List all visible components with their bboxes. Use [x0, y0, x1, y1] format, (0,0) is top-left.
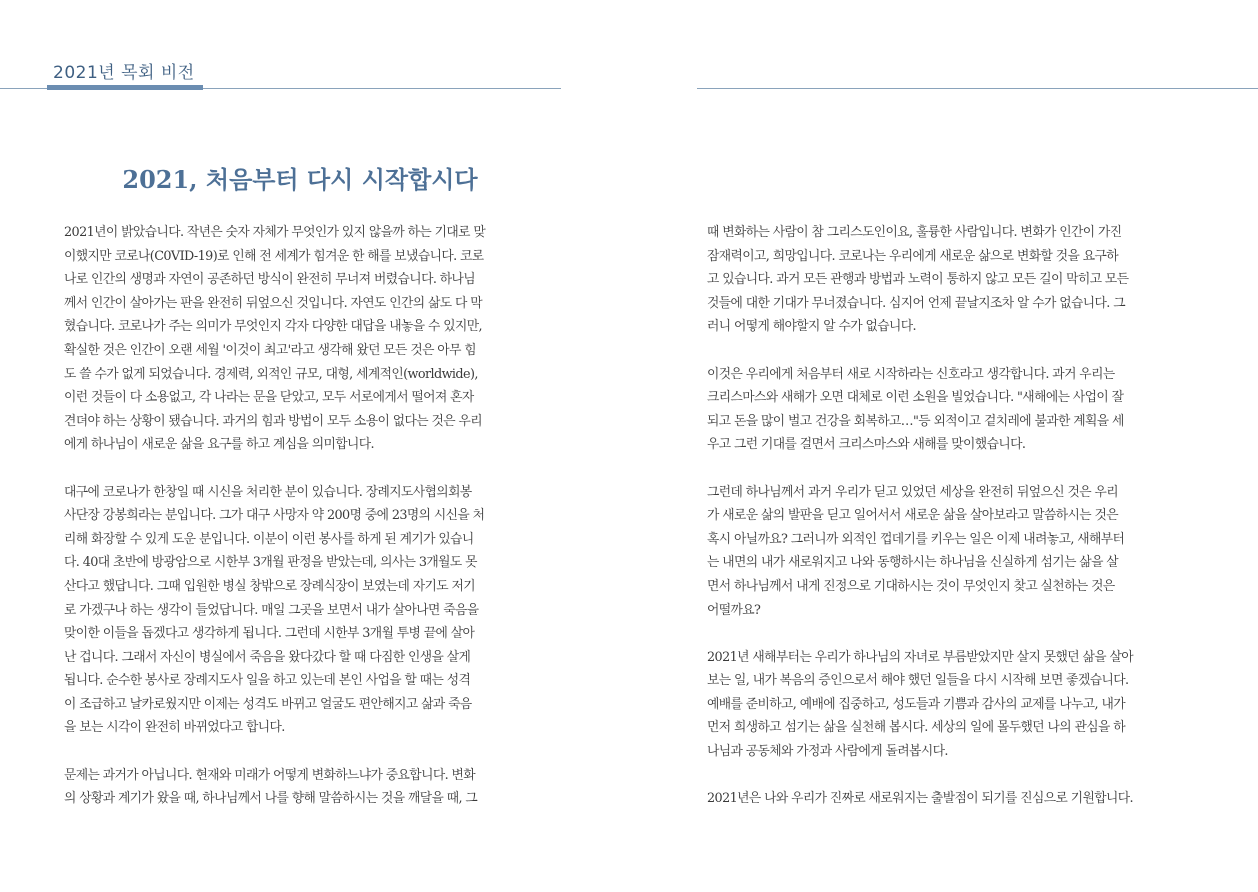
page-header-title: 2021년 목회 비전: [53, 63, 195, 83]
body-text-line: 크리스마스와 새해가 오면 대체로 이런 소원을 빌었습니다. "새해에는 사업이 잘: [707, 390, 1124, 406]
body-text-line: 먼저 희생하고 섬기는 삶을 실천해 봅시다. 세상의 일에 몰두했던 나의 관심을 하: [707, 720, 1125, 736]
body-text-line: 이런 것들이 다 소용없고, 각 나라는 문을 닫았고, 모두 서로에게서 떨어져 혼자: [64, 390, 474, 406]
left-column: [64, 221, 550, 811]
body-text-line: 때 변화하는 사람이 참 그리스도인이요, 훌륭한 사람입니다. 변화가 인간이 가진: [707, 225, 1122, 240]
paragraph-gap: [707, 622, 1197, 646]
body-text-line: 고 있습니다. 과거 모든 관행과 방법과 노력이 통하지 않고 모든 길이 막히고 모든: [707, 272, 1129, 288]
paragraph-gap: [707, 764, 1197, 788]
body-text-line: 사단장 강봉희라는 분입니다. 그가 대구 사망자 약 200명 중에 23명의 시신을 처: [64, 508, 485, 524]
body-text-line: 문제는 과거가 아닙니다. 현재와 미래가 어떻게 변화하느냐가 중요합니다. 변화: [64, 767, 476, 783]
body-text-line: 되고 돈을 많이 벌고 건강을 회복하고…"등 외적이고 겉치레에 불과한 계획을 세: [707, 413, 1124, 429]
body-text-line: 어떨까요?: [707, 602, 761, 618]
paragraph-gap: [707, 457, 1197, 481]
body-text-line: 로 가겠구나 하는 생각이 들었답니다. 매일 그곳을 보면서 내가 살아나면 죽음을: [64, 602, 479, 618]
body-text-line: 혹시 아닐까요? 그러니까 외적인 껍데기를 키우는 일은 이제 내려놓고, 새해부터: [707, 531, 1125, 547]
body-text-line: 의 상황과 계기가 왔을 때, 하나님께서 나를 향해 말씀하시는 것을 깨달을 때, 그: [64, 791, 478, 807]
header-rule-right: [697, 88, 1258, 89]
right-column: [707, 221, 1197, 811]
body-text-line: 가 새로운 삶의 발판을 딛고 일어서서 새로운 삶을 살아보라고 말씀하시는 것은: [707, 508, 1119, 524]
body-text-line: 이것은 우리에게 처음부터 새로 시작하라는 신호라고 생각합니다. 과거 우리는: [707, 366, 1115, 382]
body-text-line: 러니 어떻게 해야할지 알 수가 없습니다.: [707, 319, 916, 335]
body-text-line: 난 겁니다. 그래서 자신이 병실에서 죽음을 왔다갔다 할 때 다짐한 인생을 살게: [64, 649, 471, 665]
body-text-line: 혔습니다. 코로나가 주는 의미가 무엇인지 각자 다양한 대답을 내놓을 수 있지만,: [64, 319, 482, 335]
body-text-line: 이 조급하고 날카로웠지만 이제는 성격도 바뀌고 얼굴도 편안해지고 삶과 죽음: [64, 696, 472, 712]
paragraph-gap: [64, 457, 550, 481]
body-text-line: 리해 화장할 수 있게 도운 분입니다. 이분이 이런 봉사를 하게 된 계기가 있습니: [64, 531, 474, 547]
header-rule-accent: [47, 85, 203, 90]
body-text-line: 에게 하나님이 새로운 삶을 요구를 하고 계심을 의미합니다.: [64, 437, 375, 453]
body-text-line: 우고 그런 기대를 걸면서 크리스마스와 새해를 맞이했습니다.: [707, 437, 1026, 453]
body-text-line: 는 내면의 내가 새로워지고 나와 동행하시는 하나님을 신실하게 섬기는 삶을 살: [707, 555, 1119, 571]
body-text-line: 다. 40대 초반에 방광암으로 시한부 3개월 판정을 받았는데, 의사는 3개월도 못: [64, 555, 477, 571]
body-text-line: 그런데 하나님께서 과거 우리가 딛고 있었던 세상을 완전히 뒤엎으신 것은 우리: [707, 484, 1119, 500]
body-text-line: 을 보는 시각이 완전히 바뀌었다고 합니다.: [64, 720, 285, 736]
body-text-line: 보는 일, 내가 복음의 증인으로서 해야 했던 일들을 다시 시작해 보면 좋겠습니다.: [707, 673, 1129, 689]
body-text-line: 산다고 했답니다. 그때 입원한 병실 창밖으로 장례식장이 보였는데 자기도 저기: [64, 578, 476, 594]
body-text-line: 맞이한 이들을 돕겠다고 생각하게 됩니다. 그런데 시한부 3개월 투병 끝에 살아: [64, 626, 475, 642]
paragraph-gap: [64, 740, 550, 764]
body-text-line: 견뎌야 하는 상황이 됐습니다. 과거의 힘과 방법이 모두 소용이 없다는 것은 우리: [64, 413, 482, 429]
body-text-line: 2021년이 밝았습니다. 작년은 숫자 자체가 무엇인가 있지 않을까 하는 기대로 맞: [64, 225, 486, 240]
body-text-line: 것들에 대한 기대가 무너졌습니다. 심지어 언제 끝날지조차 알 수가 없습니다. 그: [707, 295, 1125, 311]
body-text-line: 나님과 공동체와 가정과 사람에게 돌려봅시다.: [707, 744, 948, 760]
body-text-line: 도 쓸 수가 없게 되었습니다. 경제력, 외적인 규모, 대형, 세계적인(worldwide),: [64, 366, 478, 382]
paragraph-gap: [707, 339, 1197, 363]
body-text-line: 확실한 것은 인간이 오랜 세월 '이것이 최고'라고 생각해 왔던 모든 것은 아무 힘: [64, 342, 477, 358]
body-text-line: 잠재력이고, 희망입니다. 코로나는 우리에게 새로운 삶으로 변화할 것을 요구하: [707, 248, 1119, 264]
body-text-line: 2021년은 나와 우리가 진짜로 새로워지는 출발점이 되기를 진심으로 기원합니다.: [707, 791, 1133, 807]
body-text-line: 2021년 새해부터는 우리가 하나님의 자녀로 부름받았지만 살지 못했던 삶을 살아: [707, 649, 1133, 665]
body-text-line: 면서 하나님께서 내게 진정으로 기대하시는 것이 무엇인지 찾고 실천하는 것은: [707, 578, 1115, 594]
body-text-line: 나로 인간의 생명과 자연이 공존하던 방식이 완전히 무너져 버렸습니다. 하나님: [64, 272, 476, 288]
body-text-line: 대구에 코로나가 한창일 때 시신을 처리한 분이 있습니다. 장례지도사협의회봉: [64, 484, 472, 500]
body-text-line: 됩니다. 순수한 봉사로 장례지도사 일을 하고 있는데 본인 사업을 할 때는 성격: [64, 673, 471, 689]
body-text-line: 예배를 준비하고, 예배에 집중하고, 성도들과 기쁨과 감사의 교제를 나누고, 내가: [707, 696, 1125, 712]
body-text-line: 께서 인간이 살아가는 판을 완전히 뒤엎으신 것입니다. 자연도 인간의 삶도 다 막: [64, 295, 482, 311]
body-text-line: 이했지만 코로나(C0VID-19)로 인해 전 세계가 힘겨운 한 해를 보냈습니다. 코로: [64, 248, 484, 264]
article-title: 2021, 처음부터 다시 시작합시다: [122, 165, 478, 194]
